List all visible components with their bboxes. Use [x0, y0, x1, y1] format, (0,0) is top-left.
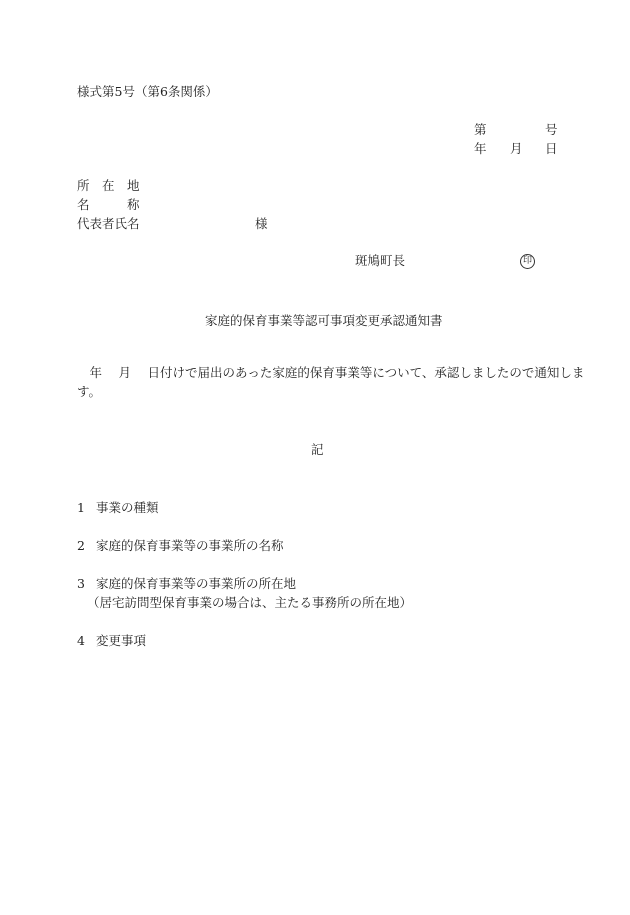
doc-number-suffix: 号 — [545, 122, 558, 137]
item-3-number: 3 — [77, 576, 85, 591]
item-3-note: （居宅訪問型保育事業の場合は、主たる事務所の所在地） — [87, 595, 413, 610]
issuer-title: 斑鳩町長 — [355, 253, 406, 268]
item-3-label: 家庭的保育事業等の事業所の所在地 — [96, 576, 297, 591]
recipient-address-label: 所 在 地 — [77, 178, 140, 193]
recipient-honorific: 様 — [255, 216, 268, 231]
date-year: 年 — [474, 141, 487, 156]
date-day: 日 — [545, 141, 558, 156]
item-4-label: 変更事項 — [96, 633, 147, 648]
date-month: 月 — [510, 141, 523, 156]
seal-stamp: 印 — [520, 254, 535, 269]
doc-number-prefix: 第 — [474, 122, 487, 137]
item-2-number: 2 — [77, 538, 85, 553]
item-2-label: 家庭的保育事業等の事業所の名称 — [96, 538, 284, 553]
ki-heading: 記 — [311, 442, 324, 457]
item-4-number: 4 — [77, 633, 85, 648]
recipient-name-label: 名 称 — [77, 197, 140, 212]
item-1-label: 事業の種類 — [96, 500, 159, 515]
form-label: 様式第5号（第6条関係） — [77, 84, 218, 99]
body-text-line-2: す。 — [77, 384, 102, 399]
recipient-representative-label: 代表者氏名 — [77, 216, 140, 231]
document-title: 家庭的保育事業等認可事項変更承認通知書 — [205, 313, 443, 328]
item-1-number: 1 — [77, 500, 85, 515]
body-text-line-1: 年 月 日付けで届出のあった家庭的保育事業等について、承認しましたので通知しま — [77, 365, 585, 380]
